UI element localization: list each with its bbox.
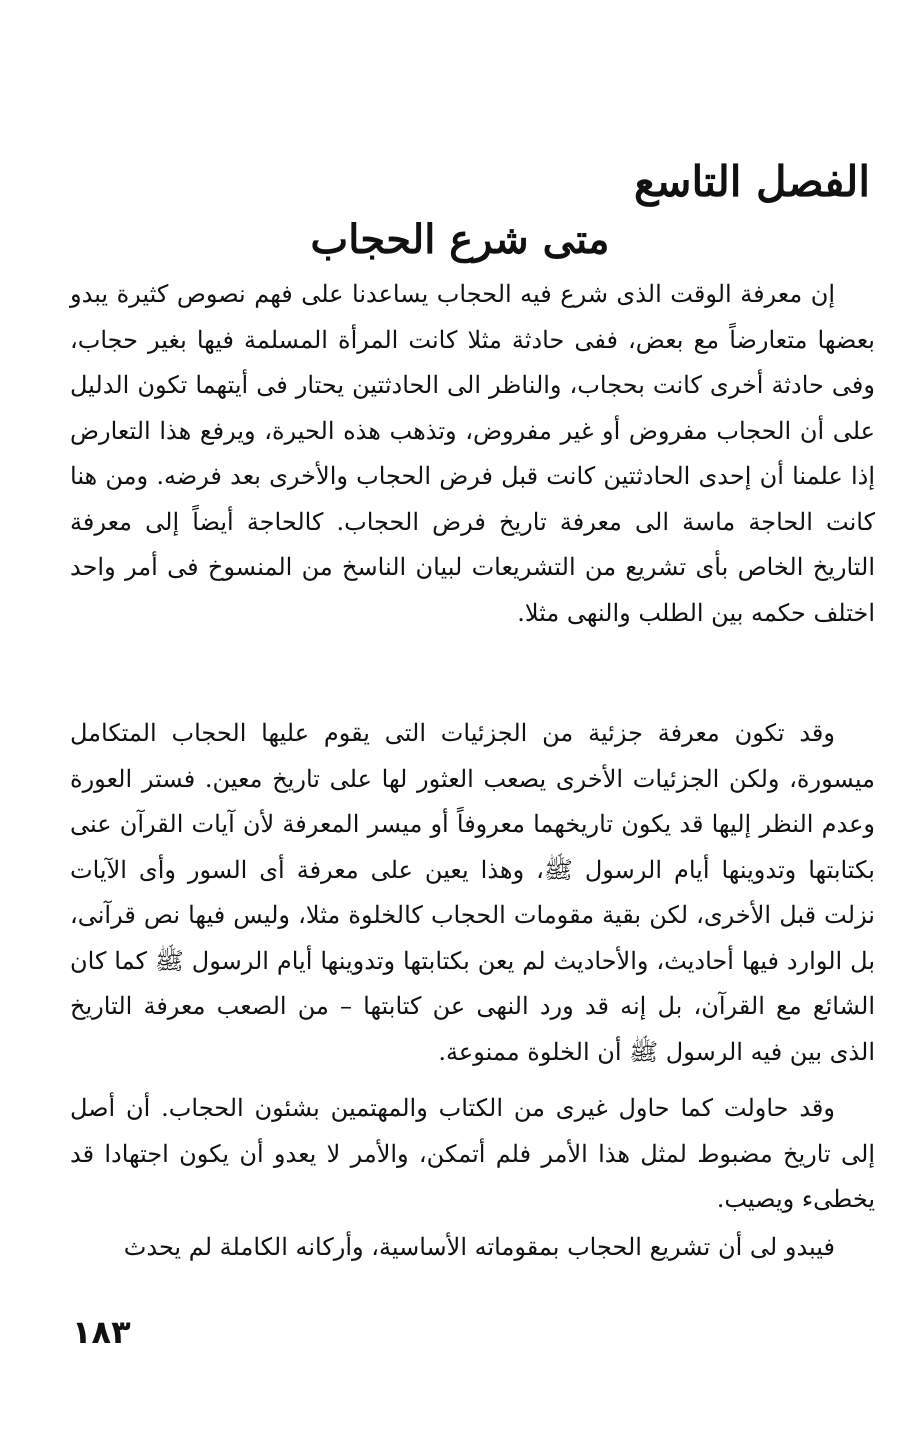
paragraph-3: وقد حاولت كما حاول غيرى من الكتاب والمهتمين بشئون الحجاب. أن أصل إلى تاريخ مضبوط لمثل هذا الأمر فلم أتمكن، والأمر لا يعدو أن يكون اجتهادا قد يخطىء ويصيب.: [70, 1094, 875, 1213]
paragraph-1: إن معرفة الوقت الذى شرع فيه الحجاب يساعدنا على فهم نصوص كثيرة يبدو بعضها متعارضاً مع بعض، ففى حادثة مثلا كانت المرأة المسلمة فيها بغير حجاب، وفى حادثة أخرى كانت بحجاب، والناظر الى الحادثتين يحتار فى أيتهما تكون الدليل على أن الحجاب مفروض أو غير مفروض، وتذهب هذه الحيرة، ويرفع هذا التعارض إذا علمنا أن إحدى الحادثتين كانت قبل فرض الحجاب والأخرى بعد فرضه. ومن هنا كانت الحاجة ماسة الى معرفة تاريخ فرض الحجاب. كالحاجة أيضاً إلى معرفة التاريخ الخاص بأى تشريع من التشريعات لبيان الناسخ من المنسوخ فى أمر واحد اختلف حكمه بين الطلب والنهى مثلا.: [70, 280, 875, 627]
section-title: متى شرع الحجاب: [310, 216, 610, 263]
paragraph-2: وقد تكون معرفة جزئية من الجزئيات التى يقوم عليها الحجاب المتكامل ميسورة، ولكن الجزئيات الأخرى يصعب العثور لها على تاريخ معين. فستر العورة وعدم النظر إليها قد يكون تاريخهما معروفاً أو ميسر المعرفة لأن آيات القرآن عنى بكتابتها وتدوينها أيام الرسول ﷺ، وهذا يعين على معرفة أى السور وأى الآيات نزلت قبل الأخرى، لكن بقية مقومات الحجاب كالخلوة مثلا، وليس فيها نص قرآنى، بل الوارد فيها أحاديث، والأحاديث لم يعن بكتابتها وتدوينها أيام الرسول ﷺ كما كان الشائع مع القرآن، بل إنه قد ورد النهى عن كتابتها – من الصعب معرفة التاريخ الذى بين فيه الرسول ﷺ أن الخلوة ممنوعة.: [70, 719, 876, 1066]
page-number: ١٨٣: [72, 1313, 131, 1351]
chapter-title: الفصل التاسع: [633, 157, 870, 206]
paragraph-4: فيبدو لى أن تشريع الحجاب بمقوماته الأساسية، وأركانه الكاملة لم يحدث: [123, 1233, 835, 1261]
